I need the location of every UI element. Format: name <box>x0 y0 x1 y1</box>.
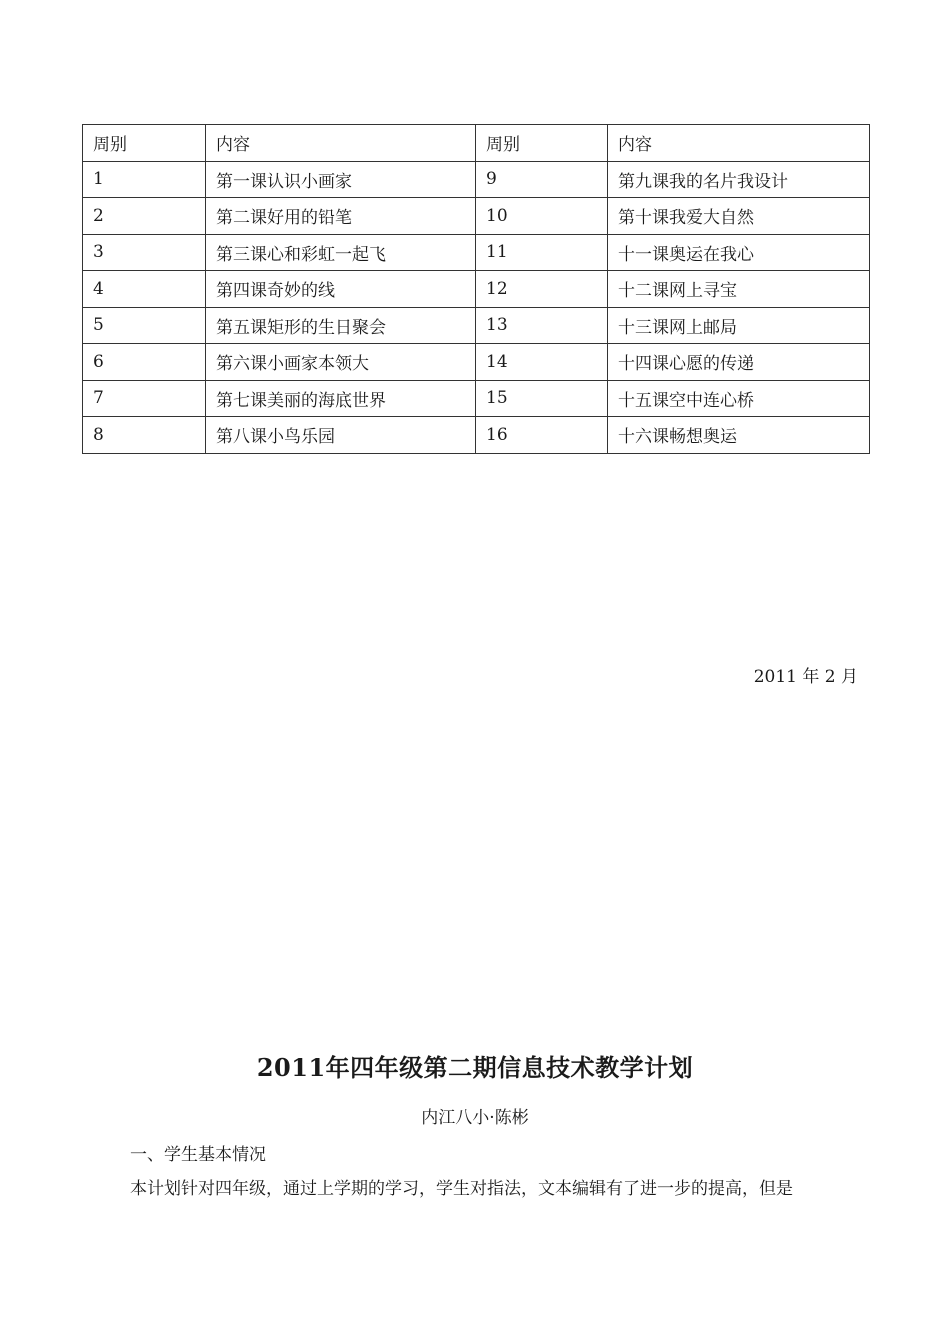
table-header-row <box>83 125 870 162</box>
section-heading-student-situation: 一、学生基本情况 <box>130 1145 266 1165</box>
week-cell: 12 <box>476 271 608 308</box>
table-row <box>83 417 870 454</box>
lesson-cell: 第三课心和彩虹一起飞 <box>206 234 476 271</box>
week-cell: 15 <box>476 380 608 417</box>
lesson-cell: 第四课奇妙的线 <box>206 271 476 308</box>
document-date: 2011 年 2 月 <box>753 667 858 687</box>
table-row <box>83 234 870 271</box>
week-cell: 16 <box>476 417 608 454</box>
lesson-cell: 第九课我的名片我设计 <box>608 161 870 198</box>
lesson-cell: 第六课小画家本领大 <box>206 344 476 381</box>
week-cell: 8 <box>83 417 206 454</box>
lesson-cell: 十四课心愿的传递 <box>608 344 870 381</box>
table-row <box>83 344 870 381</box>
table-row <box>83 271 870 308</box>
header-content-left: 内容 <box>206 125 476 162</box>
table-row <box>83 307 870 344</box>
lesson-cell: 第二课好用的铅笔 <box>206 198 476 235</box>
lesson-cell: 十一课奥运在我心 <box>608 234 870 271</box>
section-paragraph: 本计划针对四年级，通过上学期的学习，学生对指法，文本编辑有了进一步的提高，但是 <box>130 1179 793 1199</box>
week-cell: 9 <box>476 161 608 198</box>
week-cell: 3 <box>83 234 206 271</box>
table-row <box>83 161 870 198</box>
lesson-cell: 十二课网上寻宝 <box>608 271 870 308</box>
lesson-cell: 十三课网上邮局 <box>608 307 870 344</box>
week-cell: 2 <box>83 198 206 235</box>
lesson-cell: 十六课畅想奥运 <box>608 417 870 454</box>
schedule-table <box>82 124 870 454</box>
table-row <box>83 380 870 417</box>
plan-title: 2011年四年级第二期信息技术教学计划 <box>256 1053 694 1082</box>
header-week-right: 周别 <box>476 125 608 162</box>
lesson-cell: 第五课矩形的生日聚会 <box>206 307 476 344</box>
week-cell: 5 <box>83 307 206 344</box>
week-cell: 13 <box>476 307 608 344</box>
week-cell: 7 <box>83 380 206 417</box>
lesson-cell: 第七课美丽的海底世界 <box>206 380 476 417</box>
lesson-cell: 十五课空中连心桥 <box>608 380 870 417</box>
lesson-cell: 第八课小鸟乐园 <box>206 417 476 454</box>
week-cell: 11 <box>476 234 608 271</box>
plan-author: 内江八小·陈彬 <box>421 1108 529 1128</box>
table-row <box>83 198 870 235</box>
header-content-right: 内容 <box>608 125 870 162</box>
week-cell: 1 <box>83 161 206 198</box>
lesson-cell: 第十课我爱大自然 <box>608 198 870 235</box>
header-week-left: 周别 <box>83 125 206 162</box>
week-cell: 4 <box>83 271 206 308</box>
week-cell: 6 <box>83 344 206 381</box>
week-cell: 10 <box>476 198 608 235</box>
lesson-cell: 第一课认识小画家 <box>206 161 476 198</box>
week-cell: 14 <box>476 344 608 381</box>
